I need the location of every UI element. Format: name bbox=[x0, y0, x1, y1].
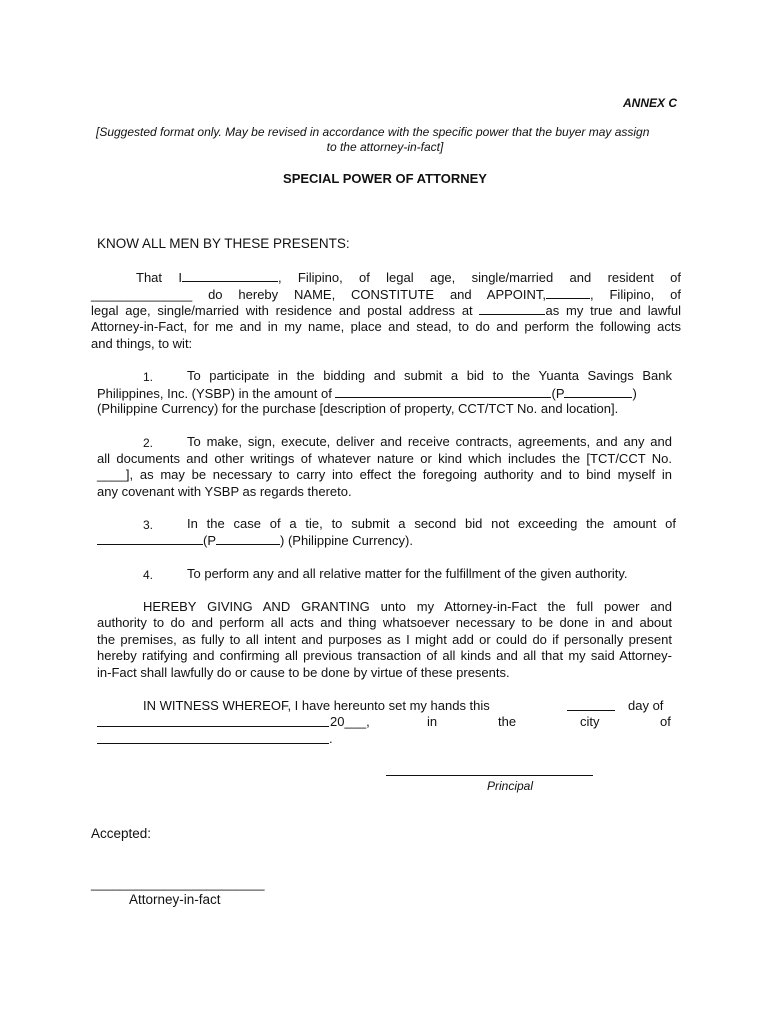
item1-line3: (Philippine Currency) for the purchase [description of property, CCT/TCT No. and location]. bbox=[97, 401, 619, 416]
attorney-label: Attorney-in-fact bbox=[129, 892, 221, 907]
second-bid-figure-blank bbox=[216, 532, 280, 545]
annex-label: ANNEX C bbox=[623, 96, 678, 110]
witness-the: the bbox=[498, 714, 517, 729]
day-blank bbox=[567, 710, 615, 711]
second-bid-words-blank bbox=[97, 532, 203, 545]
item1-line2-b: (P bbox=[551, 386, 565, 401]
hereby-line5: in-Fact shall lawfully do or cause to be done by virtue of these presents. bbox=[97, 665, 510, 680]
para1-line3-a: legal age, single/married with residence and postal address at bbox=[91, 303, 473, 318]
item3-number: 3. bbox=[143, 518, 154, 532]
item1-line2 bbox=[97, 385, 637, 402]
item1-line2-a: Philippines, Inc. (YSBP) in the amount of bbox=[97, 386, 332, 401]
item3-line1: In the case of a tie, to submit a second bid not exceeding the amount of bbox=[187, 516, 676, 531]
witness-period: . bbox=[329, 731, 333, 746]
item2-line2: all documents and other writings of whatever nature or kind which includes the [TCT/CCT No. bbox=[97, 451, 672, 466]
item2-number: 2. bbox=[143, 436, 154, 450]
name-blank bbox=[182, 269, 278, 282]
para1-line2 bbox=[91, 286, 681, 304]
item3-line2-a: (P bbox=[203, 533, 216, 548]
para1-line2-a: ______________ do bbox=[91, 287, 223, 302]
hereby-line4: hereby ratifying and confirming all previous transaction of all kinds and all that my said Attorney- bbox=[97, 648, 672, 663]
amount-words-blank bbox=[335, 385, 551, 398]
witness-of: of bbox=[660, 714, 671, 729]
para1-line5: and things, to wit: bbox=[91, 336, 193, 351]
month-blank bbox=[97, 726, 329, 727]
item2-line4: any covenant with YSBP as regards thereto. bbox=[97, 484, 352, 499]
item3-line2-b: ) (Philippine Currency). bbox=[280, 533, 413, 548]
attorney-name-blank bbox=[546, 286, 590, 299]
item1-number: 1. bbox=[143, 370, 154, 384]
item2-line1: To make, sign, execute, deliver and receive contracts, agreements, and any and bbox=[187, 434, 672, 449]
amount-figure-blank bbox=[564, 385, 632, 398]
principal-signature-line bbox=[386, 775, 593, 776]
attorney-signature-line: ________________________ bbox=[91, 876, 265, 891]
item1-line2-c: ) bbox=[632, 386, 637, 401]
format-note-line1: [Suggested format only. May be revised in accordance with the specific power that the buyer may assign bbox=[96, 125, 650, 139]
item3-line2 bbox=[97, 532, 413, 549]
para1-line1 bbox=[136, 269, 681, 287]
witness-in: in bbox=[427, 714, 438, 729]
para1-line3 bbox=[91, 302, 681, 320]
address-blank bbox=[479, 302, 545, 315]
witness-line1-b: day of bbox=[628, 698, 664, 713]
format-note-line2: to the attorney-in-fact] bbox=[326, 140, 444, 154]
item1-line1: To participate in the bidding and submit a bid to the Yuanta Savings Bank bbox=[187, 368, 672, 383]
principal-label: Principal bbox=[487, 779, 534, 793]
para1-line3-b: as my true and lawful bbox=[545, 303, 681, 318]
para1-line4: Attorney-in-Fact, for me and in my name, place and stead, to do and perform the following acts bbox=[91, 319, 681, 334]
item4-number: 4. bbox=[143, 568, 154, 582]
document-title: SPECIAL POWER OF ATTORNEY bbox=[283, 171, 487, 186]
item4-line1: To perform any and all relative matter for the fulfillment of the given authority. bbox=[187, 566, 628, 581]
accepted-label: Accepted: bbox=[91, 826, 152, 841]
intro-text: KNOW ALL MEN BY THESE PRESENTS: bbox=[97, 236, 350, 251]
hereby-line2: authority to do and perform all acts and thing whatsoever necessary to be done in and about bbox=[97, 615, 672, 630]
para1-text-a: That I bbox=[136, 270, 182, 285]
para1-line2-b: hereby NAME, CONSTITUTE and APPOINT, bbox=[238, 287, 547, 302]
witness-year: 20___, bbox=[330, 714, 370, 729]
item2-line3: ____], as may be necessary to carry into effect the foregoing authority and to bind myself in bbox=[97, 467, 672, 482]
para1-line2-c: , Filipino, of bbox=[590, 287, 681, 302]
hereby-line3: the premises, as fully to all intent and purposes as I might add or could do if personally present bbox=[97, 632, 672, 647]
para1-text-b: , Filipino, of legal age, single/married and resident of bbox=[277, 270, 681, 285]
witness-city: city bbox=[580, 714, 600, 729]
hereby-line1: HEREBY GIVING AND GRANTING unto my Attorney-in-Fact the full power and bbox=[143, 599, 672, 614]
city-blank bbox=[97, 743, 329, 744]
witness-line1-a: IN WITNESS WHEREOF, I have hereunto set my hands this bbox=[143, 698, 490, 713]
